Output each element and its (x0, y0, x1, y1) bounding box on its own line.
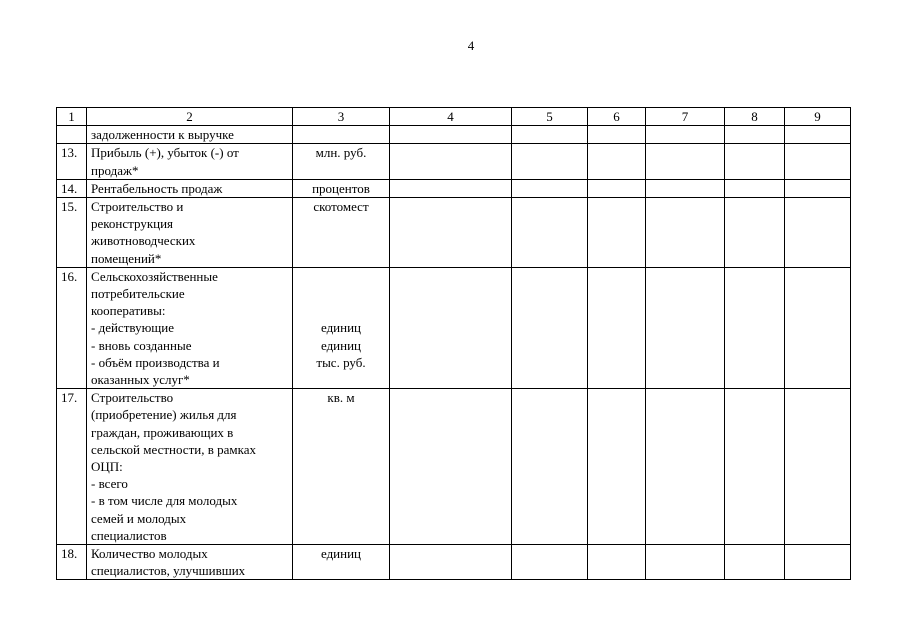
value-cell (390, 126, 512, 144)
indicator-name (87, 144, 293, 179)
unit-cell (293, 267, 390, 388)
value-cell (646, 389, 725, 545)
value-cell (512, 144, 588, 179)
value-cell (646, 126, 725, 144)
unit-spacer (297, 285, 385, 302)
value-cell (725, 198, 785, 268)
header-cell: 1 (57, 108, 87, 126)
indicator-name-line: Прибыль (+), убыток (-) от (91, 145, 239, 161)
unit-spacer (297, 268, 385, 285)
indicator-name-line: оказанных услуг* (91, 372, 190, 388)
value-cell (785, 179, 851, 197)
row-number: 13. (57, 144, 87, 179)
indicator-name-line: реконструкция (91, 216, 174, 232)
indicator-name-line: - в том числе для молодых (91, 493, 238, 509)
unit-cell (293, 545, 390, 580)
unit-spacer (297, 302, 385, 319)
indicator-name-line: - объём производства и (91, 354, 220, 370)
value-cell (725, 144, 785, 179)
indicator-name-line: семей и молодых (91, 510, 187, 526)
indicator-name-line: задолженности к выручке (91, 127, 234, 143)
indicator-name (87, 267, 293, 388)
value-cell (588, 144, 646, 179)
table-row (57, 267, 851, 388)
value-cell (785, 126, 851, 144)
indicator-name-line: граждан, проживающих в (91, 424, 234, 440)
indicator-name-line: потребительские (91, 286, 185, 302)
indicator-name-line: кооперативы: (91, 303, 166, 319)
indicator-name-line: ОЦП: (91, 459, 123, 475)
header-cell: 3 (293, 108, 390, 126)
indicator-name-line: (приобретение) жилья для (91, 407, 237, 423)
header-cell: 9 (785, 108, 851, 126)
value-cell (512, 179, 588, 197)
header-cell: 7 (646, 108, 725, 126)
value-cell (725, 267, 785, 388)
indicator-name (87, 126, 293, 144)
indicator-name-line: Рентабельность продаж (91, 180, 223, 196)
unit-cell (293, 179, 390, 197)
value-cell (512, 198, 588, 268)
value-cell (646, 144, 725, 179)
table-row (57, 144, 851, 179)
unit-cell (293, 389, 390, 545)
indicators-table (56, 107, 851, 580)
unit-line: процентов (312, 180, 370, 196)
unit-line: тыс. руб. (316, 354, 366, 370)
unit-line: скотомест (313, 199, 369, 215)
indicator-name-line: Сельскохозяйственные (91, 268, 218, 284)
row-number: 16. (57, 267, 87, 388)
table-header-row (57, 108, 851, 126)
value-cell (390, 144, 512, 179)
row-number: 18. (57, 545, 87, 580)
value-cell (725, 179, 785, 197)
table-row (57, 179, 851, 197)
indicator-name (87, 198, 293, 268)
value-cell (390, 179, 512, 197)
value-cell (725, 126, 785, 144)
table-row (57, 545, 851, 580)
value-cell (390, 198, 512, 268)
indicator-name (87, 545, 293, 580)
value-cell (785, 545, 851, 580)
indicator-name-line: - действующие (91, 320, 175, 336)
value-cell (588, 198, 646, 268)
unit-line: единиц (320, 337, 362, 353)
value-cell (512, 389, 588, 545)
value-cell (785, 267, 851, 388)
value-cell (646, 198, 725, 268)
indicator-name-line: - всего (91, 476, 128, 492)
unit-line: единиц (320, 320, 362, 336)
unit-cell (293, 198, 390, 268)
value-cell (588, 545, 646, 580)
value-cell (646, 179, 725, 197)
value-cell (588, 389, 646, 545)
header-cell: 8 (725, 108, 785, 126)
page-number: 4 (467, 38, 475, 53)
indicator-name-line: сельской местности, в рамках (91, 441, 256, 457)
value-cell (512, 545, 588, 580)
row-number: 17. (57, 389, 87, 545)
header-cell: 5 (512, 108, 588, 126)
indicator-name-line: Строительство (91, 390, 174, 406)
unit-line: кв. м (327, 390, 355, 406)
value-cell (725, 545, 785, 580)
indicator-name-line: продаж* (91, 162, 139, 178)
table-row (57, 126, 851, 144)
value-cell (646, 545, 725, 580)
value-cell (588, 267, 646, 388)
value-cell (512, 267, 588, 388)
indicator-name-line: - вновь созданные (91, 337, 192, 353)
indicator-name-line: специалистов (91, 527, 167, 543)
indicator-name-line: Строительство и (91, 199, 184, 215)
value-cell (588, 179, 646, 197)
row-number: 15. (57, 198, 87, 268)
indicator-name-line: специалистов, улучшивших (91, 563, 246, 579)
value-cell (646, 267, 725, 388)
header-cell: 6 (588, 108, 646, 126)
value-cell (512, 126, 588, 144)
value-cell (785, 144, 851, 179)
indicator-name (87, 389, 293, 545)
unit-cell (293, 144, 390, 179)
table-row (57, 389, 851, 545)
row-number: 14. (57, 179, 87, 197)
row-number (57, 126, 87, 144)
unit-cell (293, 126, 390, 144)
value-cell (390, 545, 512, 580)
value-cell (588, 126, 646, 144)
table-row (57, 198, 851, 268)
indicator-name-line: Количество молодых (91, 546, 208, 562)
unit-line: млн. руб. (315, 145, 367, 161)
header-cell: 2 (87, 108, 293, 126)
value-cell (785, 389, 851, 545)
unit-line: единиц (320, 546, 362, 562)
value-cell (390, 389, 512, 545)
value-cell (390, 267, 512, 388)
indicator-name-line: помещений* (91, 250, 162, 266)
indicator-name (87, 179, 293, 197)
indicator-name-line: животноводческих (91, 233, 196, 249)
header-cell: 4 (390, 108, 512, 126)
value-cell (785, 198, 851, 268)
value-cell (725, 389, 785, 545)
